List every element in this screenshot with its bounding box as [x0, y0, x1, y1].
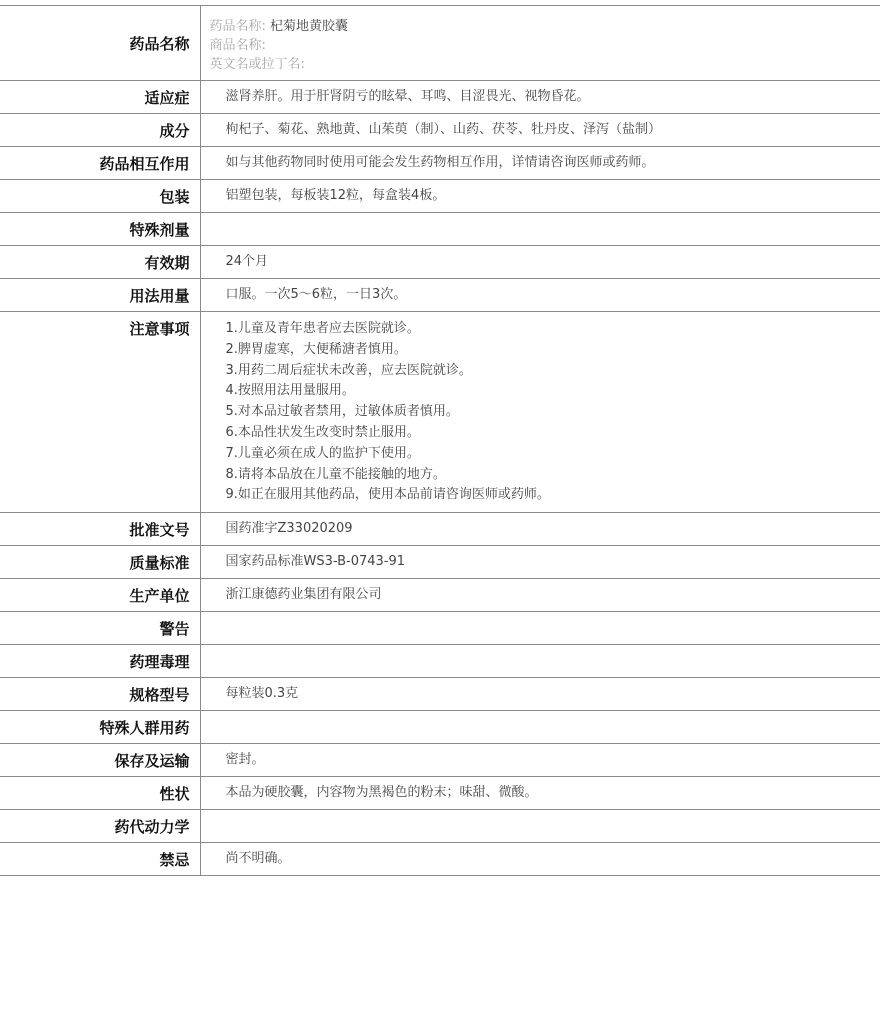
approval-number-row [0, 513, 880, 546]
row-value: 铝塑包装，每板装12粒，每盒装4板。 [200, 180, 880, 213]
special-dosage-row [0, 213, 880, 246]
row-label: 药代动力学 [0, 810, 200, 843]
row-value [200, 711, 880, 744]
expiry-row [0, 246, 880, 279]
drug-info-table [0, 5, 880, 876]
row-value: 枸杞子、菊花、熟地黄、山茱萸（制）、山药、茯苓、牡丹皮、泽泻（盐制） [200, 114, 880, 147]
row-label: 注意事项 [0, 312, 200, 513]
generic-name: 杞菊地黄胶囊 [270, 19, 349, 34]
list-item: 2.脾胃虚寒，大便稀溏者慎用。 [225, 341, 407, 357]
row-value: 浙江康德药业集团有限公司 [200, 579, 880, 612]
row-value: 尚不明确。 [200, 843, 880, 876]
warning-row [0, 612, 880, 645]
generic-name-line [210, 17, 880, 36]
list-item: 3.用药二周后症状未改善，应去医院就诊。 [225, 362, 472, 378]
row-value: 24个月 [200, 246, 880, 279]
drug-name-row [0, 6, 880, 81]
row-label: 药理毒理 [0, 645, 200, 678]
row-label: 药品相互作用 [0, 147, 200, 180]
row-label: 警告 [0, 612, 200, 645]
generic-name-prefix: 药品名称: [209, 19, 266, 34]
precautions-row [0, 312, 880, 513]
special-population-row [0, 711, 880, 744]
row-label: 质量标准 [0, 546, 200, 579]
pharmacokinetics-row [0, 810, 880, 843]
list-item: 1.儿童及青年患者应去医院就诊。 [225, 321, 420, 336]
manufacturer-row [0, 579, 880, 612]
row-value [200, 213, 880, 246]
row-value [200, 810, 880, 843]
row-value: 密封。 [200, 744, 880, 777]
row-label: 特殊人群用药 [0, 711, 200, 744]
row-value: 国家药品标准WS3-B-0743-91 [200, 546, 880, 579]
list-item: 8.请将本品放在儿童不能接触的地方。 [225, 466, 446, 482]
english-name-line [210, 55, 880, 74]
row-value [200, 612, 880, 645]
row-label: 性状 [0, 777, 200, 810]
specification-row [0, 678, 880, 711]
ingredients-row [0, 114, 880, 147]
description-row [0, 777, 880, 810]
row-label: 禁忌 [0, 843, 200, 876]
row-value: 滋肾养肝。用于肝肾阴亏的眩晕、耳鸣、目涩畏光、视物昏花。 [200, 81, 880, 114]
row-label: 用法用量 [0, 279, 200, 312]
row-value: 口服。一次5～6粒，一日3次。 [200, 279, 880, 312]
row-label: 保存及运输 [0, 744, 200, 777]
row-label: 生产单位 [0, 579, 200, 612]
trade-name-prefix: 商品名称: [209, 38, 266, 53]
pharmacology-row [0, 645, 880, 678]
row-label: 药品名称 [0, 6, 200, 81]
trade-name-line [210, 36, 880, 55]
row-label: 特殊剂量 [0, 213, 200, 246]
usage-row [0, 279, 880, 312]
storage-row [0, 744, 880, 777]
row-value: 本品为硬胶囊，内容物为黑褐色的粉末；味甜、微酸。 [200, 777, 880, 810]
row-value: 每粒装0.3克 [200, 678, 880, 711]
row-value: 如与其他药物同时使用可能会发生药物相互作用，详情请咨询医师或药师。 [200, 147, 880, 180]
indication-row [0, 81, 880, 114]
row-label: 适应症 [0, 81, 200, 114]
list-item: 6.本品性状发生改变时禁止服用。 [225, 424, 420, 440]
contraindications-row [0, 843, 880, 876]
precautions-list [200, 312, 880, 513]
row-label: 批准文号 [0, 513, 200, 546]
row-value: 国药准字Z33020209 [200, 513, 880, 546]
drug-name-values [200, 6, 880, 81]
row-label: 规格型号 [0, 678, 200, 711]
english-name-prefix: 英文名或拉丁名: [209, 57, 305, 72]
list-item: 9.如正在服用其他药品，使用本品前请咨询医师或药师。 [225, 487, 550, 503]
row-label: 有效期 [0, 246, 200, 279]
quality-standard-row [0, 546, 880, 579]
packaging-row [0, 180, 880, 213]
row-label: 包装 [0, 180, 200, 213]
row-label: 成分 [0, 114, 200, 147]
list-item: 4.按照用法用量服用。 [225, 383, 355, 399]
row-value [200, 645, 880, 678]
list-item: 5.对本品过敏者禁用，过敏体质者慎用。 [225, 404, 459, 420]
interactions-row [0, 147, 880, 180]
list-item: 7.儿童必须在成人的监护下使用。 [225, 445, 420, 461]
